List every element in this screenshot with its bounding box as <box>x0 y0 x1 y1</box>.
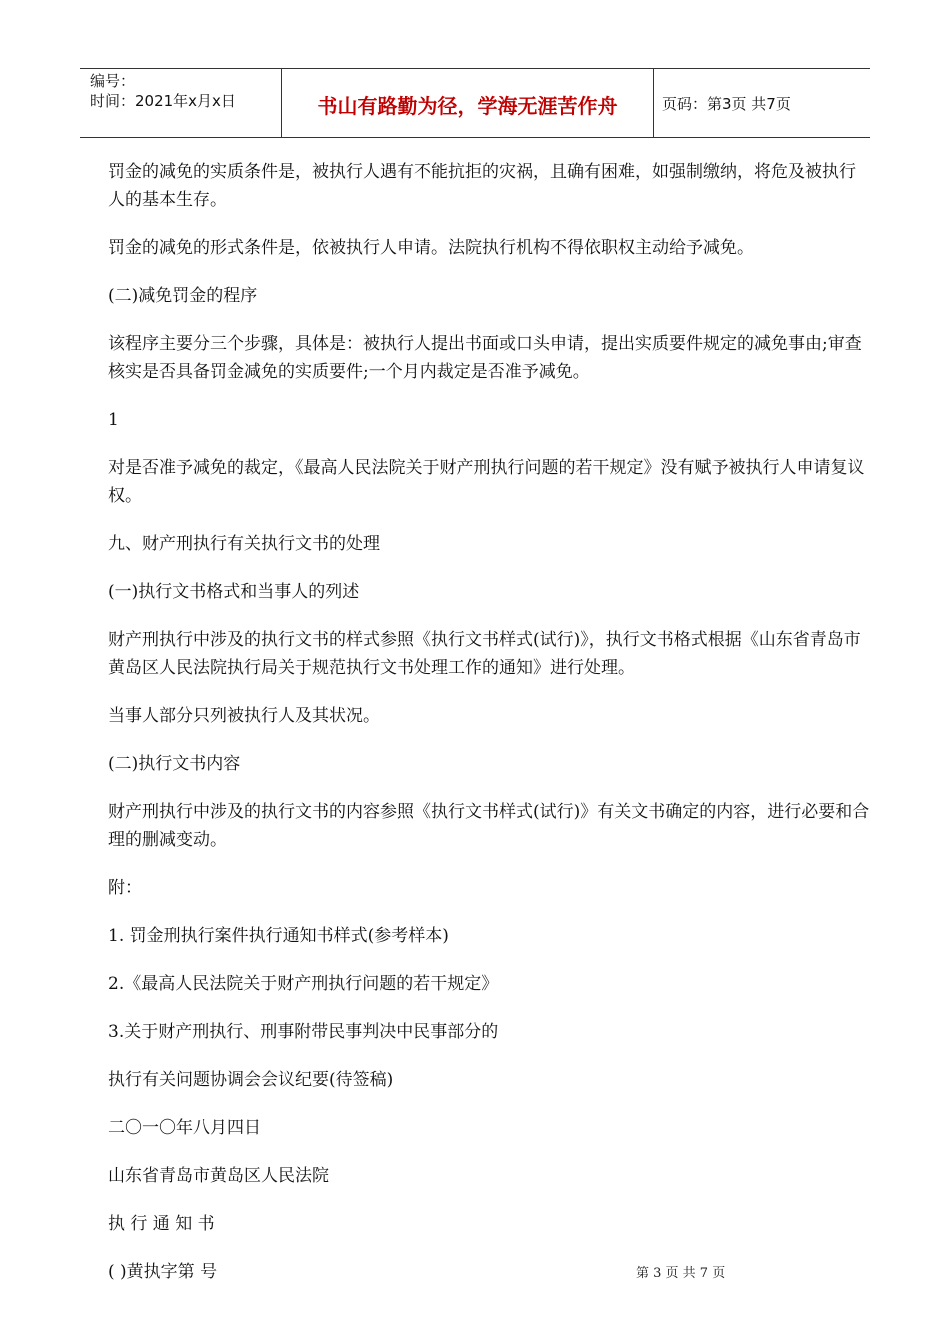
appendix-item-continued: 执行有关问题协调会会议纪要(待签稿) <box>108 1070 394 1090</box>
case-number-line: ( )黄执字第 号 <box>108 1262 218 1282</box>
court-name: 山东省青岛市黄岛区人民法院 <box>108 1166 329 1186</box>
header-page-info: 页码：第3页 共7页 <box>662 94 791 113</box>
document-time-label: 时间：2021年x月x日 <box>90 92 236 110</box>
paragraph: 财产刑执行中涉及的执行文书的样式参照《执行文书样式(试行)》，执行文书格式根据《山东省青岛市黄岛区人民法院执行局关于规范执行文书处理工作的通知》进行处理。 <box>108 630 861 678</box>
section-heading: 九、财产刑执行有关执行文书的处理 <box>108 534 380 554</box>
paragraph: 对是否准予减免的裁定，《最高人民法院关于财产刑执行问题的若干规定》没有赋予被执行人申请复议权。 <box>108 458 865 506</box>
page-number-inline: 1 <box>108 410 119 430</box>
header-meta <box>80 69 282 137</box>
paragraph: 当事人部分只列被执行人及其状况。 <box>108 706 380 726</box>
document-number-label: 编号： <box>90 72 136 90</box>
header-motto: 书山有路勤为径，学海无涯苦作舟 <box>282 69 654 137</box>
appendix-item: 1. 罚金刑执行案件执行通知书样式(参考样本) <box>108 926 449 946</box>
paragraph: 该程序主要分三个步骤，具体是：被执行人提出书面或口头申请，提出实质要件规定的减免事由;审查核实是否具备罚金减免的实质要件;一个月内裁定是否准予减免。 <box>108 334 862 382</box>
page-footer: 第 3 页 共 7 页 <box>636 1266 726 1281</box>
page-header <box>80 68 870 138</box>
appendix-label: 附： <box>108 878 142 898</box>
section-heading: (一)执行文书格式和当事人的列述 <box>108 582 360 602</box>
section-heading: (二)减免罚金的程序 <box>108 286 258 306</box>
date-line: 二〇一〇年八月四日 <box>108 1118 261 1138</box>
appendix-item: 3.关于财产刑执行、刑事附带民事判决中民事部分的 <box>108 1022 499 1042</box>
section-heading: (二)执行文书内容 <box>108 754 241 774</box>
paragraph: 财产刑执行中涉及的执行文书的内容参照《执行文书样式(试行)》有关文书确定的内容，进行必要和合理的删减变动。 <box>108 802 870 850</box>
notice-title: 执 行 通 知 书 <box>108 1214 215 1234</box>
paragraph: 罚金的减免的形式条件是，依被执行人申请。法院执行机构不得依职权主动给予减免。 <box>108 238 754 258</box>
paragraph: 罚金的减免的实质条件是，被执行人遇有不能抗拒的灾祸，且确有困难，如强制缴纳，将危及被执行人的基本生存。 <box>108 162 856 210</box>
document-body <box>108 150 872 1286</box>
appendix-item: 2.《最高人民法院关于财产刑执行问题的若干规定》 <box>108 974 499 994</box>
